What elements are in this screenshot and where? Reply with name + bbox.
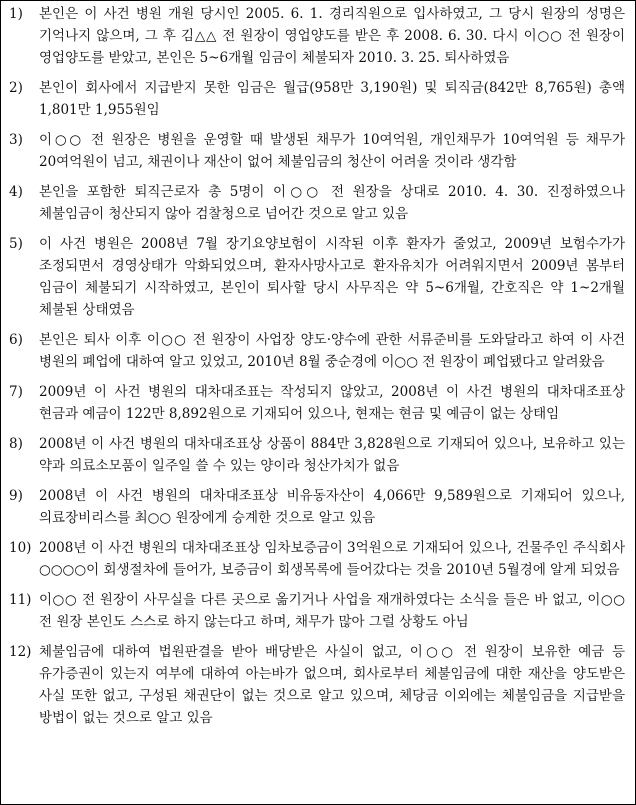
list-item-7 [9, 381, 625, 425]
list-item-1 [9, 3, 625, 69]
item-number: 1) [9, 6, 23, 22]
item-text: 2008년 이 사건 병원의 대차대조표상 상품이 884만 3,828원으로 기재되어 있으나, 보유하고 있는 약과 의료소모품이 일주일 쓸 수 있는 양이라 청산가치가 없음 [39, 436, 625, 474]
item-text: 이○○ 전 원장은 병원을 운영할 때 발생된 채무가 10여억원, 개인채무가 10여억원 등 채무가 20여억원이 넘고, 채권이나 재산이 없어 체불임금의 청산이 어려울 것이라 생각함 [39, 132, 625, 170]
list-item-12 [9, 641, 625, 729]
item-number: 6) [9, 332, 23, 348]
item-text: 이 사건 병원은 2008년 7월 장기요양보험이 시작된 이후 환자가 줄었고, 2009년 보험수가가 조정되면서 경영상태가 악화되었으며, 환자사망사고로 환자유치가 어려워지면서 2009년 봄부터 임금이 체불되기 시작하였고, 본인이 퇴사할 당시 사무직은 약 5~6개월, 간호직은 약 1~2개월 체불된 상태였음 [39, 236, 625, 318]
item-text: 본인을 포함한 퇴직근로자 총 5명이 이○○ 전 원장을 상대로 2010. 4. 30. 진정하였으나 체불임금이 청산되지 않아 검찰청으로 넘어간 것으로 알고 있음 [39, 184, 625, 222]
item-number: 2) [9, 80, 23, 96]
item-number: 11) [9, 592, 32, 608]
item-text: 본인은 퇴사 이후 이○○ 전 원장이 사업장 양도·양수에 관한 서류준비를 도와달라고 하여 이 사건 병원의 폐업에 대하여 알고 있었고, 2010년 8월 중순경에 이○○ 전 원장이 폐업됐다고 알려왔음 [39, 332, 625, 370]
item-text: 본인은 이 사건 병원 개원 당시인 2005. 6. 1. 경리직원으로 입사하였고, 그 당시 원장의 성명은 기억나지 않으며, 그 후 김△△ 전 원장이 영업양도를 받은 후 2008. 6. 30. 다시 이○○ 전 원장이 영업양도를 받았고, 본인은 5~6개월 임금이 체불되자 2010. 3. 25. 퇴사하였음 [39, 6, 625, 66]
list-item-3 [9, 129, 625, 173]
list-item-5 [9, 233, 625, 321]
item-text: 2008년 이 사건 병원의 대차대조표상 임차보증금이 3억원으로 기재되어 있으나, 건물주인 주식회사 ○○○○이 회생절차에 들어가, 보증금이 회생목록에 들어갔다는 것을 2010년 5월경에 알게 되었음 [39, 540, 625, 578]
list-item-11 [9, 589, 625, 633]
item-number: 5) [9, 236, 23, 252]
item-text: 체불임금에 대하여 법원판결을 받아 배당받은 사실이 없고, 이○○ 전 원장이 보유한 예금 등 유가증권이 있는지 여부에 대하여 아는바가 없으며, 회사로부터 체불임금에 대한 재산을 양도받은 사실 또한 없고, 구성된 채권단이 없는 것으로 알고 있으며, 체당금 이외에는 체불임금을 지급받을 방법이 없는 것으로 알고 있음 [39, 644, 625, 726]
list-item-6 [9, 329, 625, 373]
list-item-8 [9, 433, 625, 477]
item-number: 3) [9, 132, 23, 148]
list-item-9 [9, 485, 625, 529]
item-text: 2008년 이 사건 병원의 대차대조표상 비유동자산이 4,066만 9,589원으로 기재되어 있으나, 의료장비리스를 최○○ 원장에게 승계한 것으로 알고 있음 [39, 488, 625, 526]
list-item-10 [9, 537, 625, 581]
item-number: 12) [9, 644, 32, 660]
item-number: 8) [9, 436, 23, 452]
item-number: 7) [9, 384, 23, 400]
item-text: 본인이 회사에서 지급받지 못한 임금은 월급(958만 3,190원) 및 퇴직금(842만 8,765원) 총액 1,801만 1,955원임 [39, 80, 625, 118]
item-text: 2009년 이 사건 병원의 대차대조표는 작성되지 않았고, 2008년 이 사건 병원의 대차대조표상 현금과 예금이 122만 8,892원으로 기재되어 있으나, 현재는 현금 및 예금이 없는 상태임 [39, 384, 625, 422]
list-item-2 [9, 77, 625, 121]
item-number: 10) [9, 540, 32, 556]
item-number: 9) [9, 488, 23, 504]
item-text: 이○○ 전 원장이 사무실을 다른 곳으로 옮기거나 사업을 재개하였다는 소식을 들은 바 없고, 이○○ 전 원장 본인도 스스로 하지 않는다고 하며, 채무가 많아 그럴 상황도 아님 [39, 592, 625, 630]
item-number: 4) [9, 184, 23, 200]
list-item-4 [9, 181, 625, 225]
